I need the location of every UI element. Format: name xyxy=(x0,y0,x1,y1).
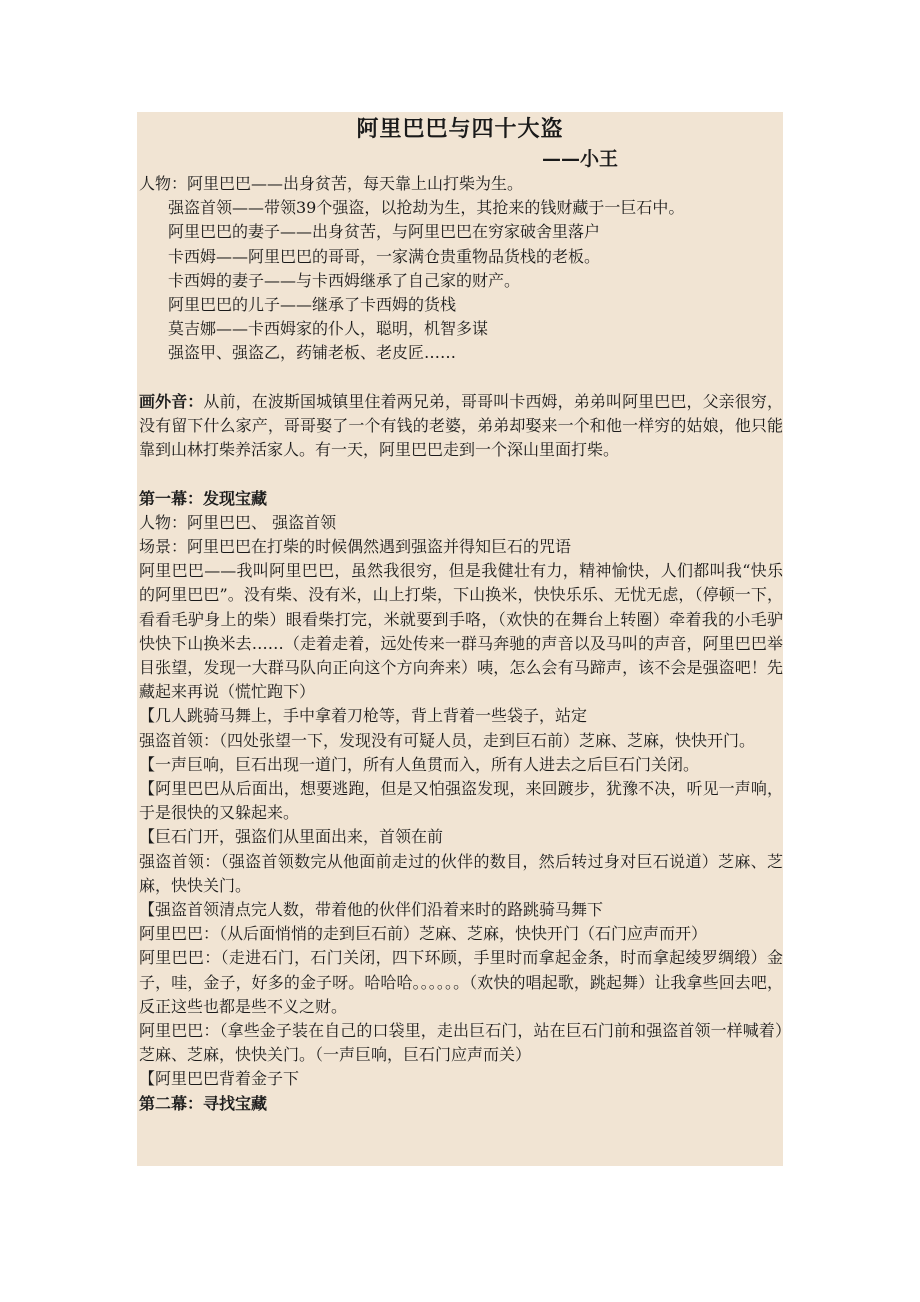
character-line: 强盗首领——带领39个强盗，以抢劫为生，其抢来的钱财藏于一巨石中。 xyxy=(168,198,685,218)
character-intro: 人物：阿里巴巴——出身贫苦，每天靠上山打柴为生。 xyxy=(139,174,524,193)
script-line: 【一声巨响，巨石出现一道门，所有人鱼贯而入，所有人进去之后巨石门关闭。 xyxy=(139,754,700,774)
script-line: 阿里巴巴：（拿些金子装在自己的口袋里，走出巨石门，站在巨石门前和强盗首领一样喊着）芝麻、芝麻，快快关门。（一声巨响，巨石门应声而关） xyxy=(139,1021,783,1065)
narration-paragraph xyxy=(139,390,783,463)
script-line: 阿里巴巴：（从后面悄悄的走到巨石前）芝麻、芝麻，快快开门（石门应声而开） xyxy=(139,924,708,944)
narration-text: 从前，在波斯国城镇里住着两兄弟，哥哥叫卡西姆，弟弟叫阿里巴巴，父亲很穷，没有留下什么家产，哥哥娶了一个有钱的老婆，弟弟却娶来一个和他一样穷的姑娘，他只能靠到山林打柴养活家人。有一天，阿里巴巴走到一个深山里面打柴。 xyxy=(139,391,783,460)
script-line: 【几人跳骑马舞上，手中拿着刀枪等，背上背着一些袋子，站定 xyxy=(139,706,588,726)
spacer xyxy=(139,462,783,486)
script-line: 强盗首领：（强盗首领数完从他面前走过的伙伴的数目，然后转过身对巨石说道）芝麻、芝麻，快快关门。 xyxy=(139,851,783,895)
document-body xyxy=(139,172,783,1116)
character-line: 卡西姆的妻子——与卡西姆继承了自己家的财产。 xyxy=(168,270,521,290)
script-line: 【阿里巴巴背着金子下 xyxy=(139,1069,300,1089)
script-line: 人物：阿里巴巴、 强盗首领 xyxy=(139,512,337,532)
narration-label: 画外音： xyxy=(139,391,204,411)
character-line: 卡西姆——阿里巴巴的哥哥，一家满仓贵重物品货栈的老板。 xyxy=(168,246,601,266)
character-line: 阿里巴巴的儿子——继承了卡西姆的货栈 xyxy=(168,295,457,315)
script-line: 强盗首领：（四处张望一下，发现没有可疑人员，走到巨石前）芝麻、芝麻，快快开门。 xyxy=(139,730,756,750)
script-line: 【强盗首领清点完人数，带着他的伙伴们沿着来时的路跳骑马舞下 xyxy=(139,900,604,920)
character-line: 阿里巴巴的妻子——出身贫苦，与阿里巴巴在穷家破舍里落户 xyxy=(168,222,601,242)
character-line: 强盗甲、强盗乙，药铺老板、老皮匠…… xyxy=(168,343,457,363)
act1-heading: 第一幕：发现宝藏 xyxy=(139,488,268,508)
script-line: 阿里巴巴：（走进石门，石门关闭，四下环顾，手里时而拿起金条，时而拿起绫罗绸缎）金子，哇，金子，好多的金子呀。哈哈哈。。。。。。（欢快的唱起歌，跳起舞）让我拿些回去吧，反正这些也都是些不义之财。 xyxy=(139,948,783,1016)
act2-heading: 第二幕：寻找宝藏 xyxy=(139,1093,268,1113)
character-line: 莫吉娜——卡西姆家的仆人，聪明，机智多谋 xyxy=(168,319,489,339)
script-line: 阿里巴巴——我叫阿里巴巴，虽然我很穷，但是我健壮有力，精神愉快，人们都叫我“快乐的阿里巴巴”。没有柴、没有米，山上打柴，下山换米，快快乐乐、无忧无虑，（停顿一下，看看毛驴身上的柴）眼看柴打完，米就要到手咯，（欢快的在舞台上转圈）牵着我的小毛驴快快下山换米去……（走着走着，远处传来一群马奔驰的声音以及马叫的声音，阿里巴巴举目张望，发现一大群马队向正向这个方向奔来）咦，怎么会有马蹄声，该不会是强盗吧！先藏起来再说（慌忙跑下） xyxy=(139,561,783,702)
script-line: 【阿里巴巴从后面出，想要逃跑，但是又怕强盗发现，来回踱步，犹豫不决，听见一声响，于是很快的又躲起来。 xyxy=(139,779,783,823)
script-line: 场景：阿里巴巴在打柴的时候偶然遇到强盗并得知巨石的咒语 xyxy=(139,537,572,557)
author-line: ——小王 xyxy=(542,148,619,170)
spacer xyxy=(139,366,783,390)
script-line: 【巨石门开，强盗们从里面出来，首领在前 xyxy=(139,827,444,847)
page-title: 阿里巴巴与四十大盗 xyxy=(356,116,564,142)
